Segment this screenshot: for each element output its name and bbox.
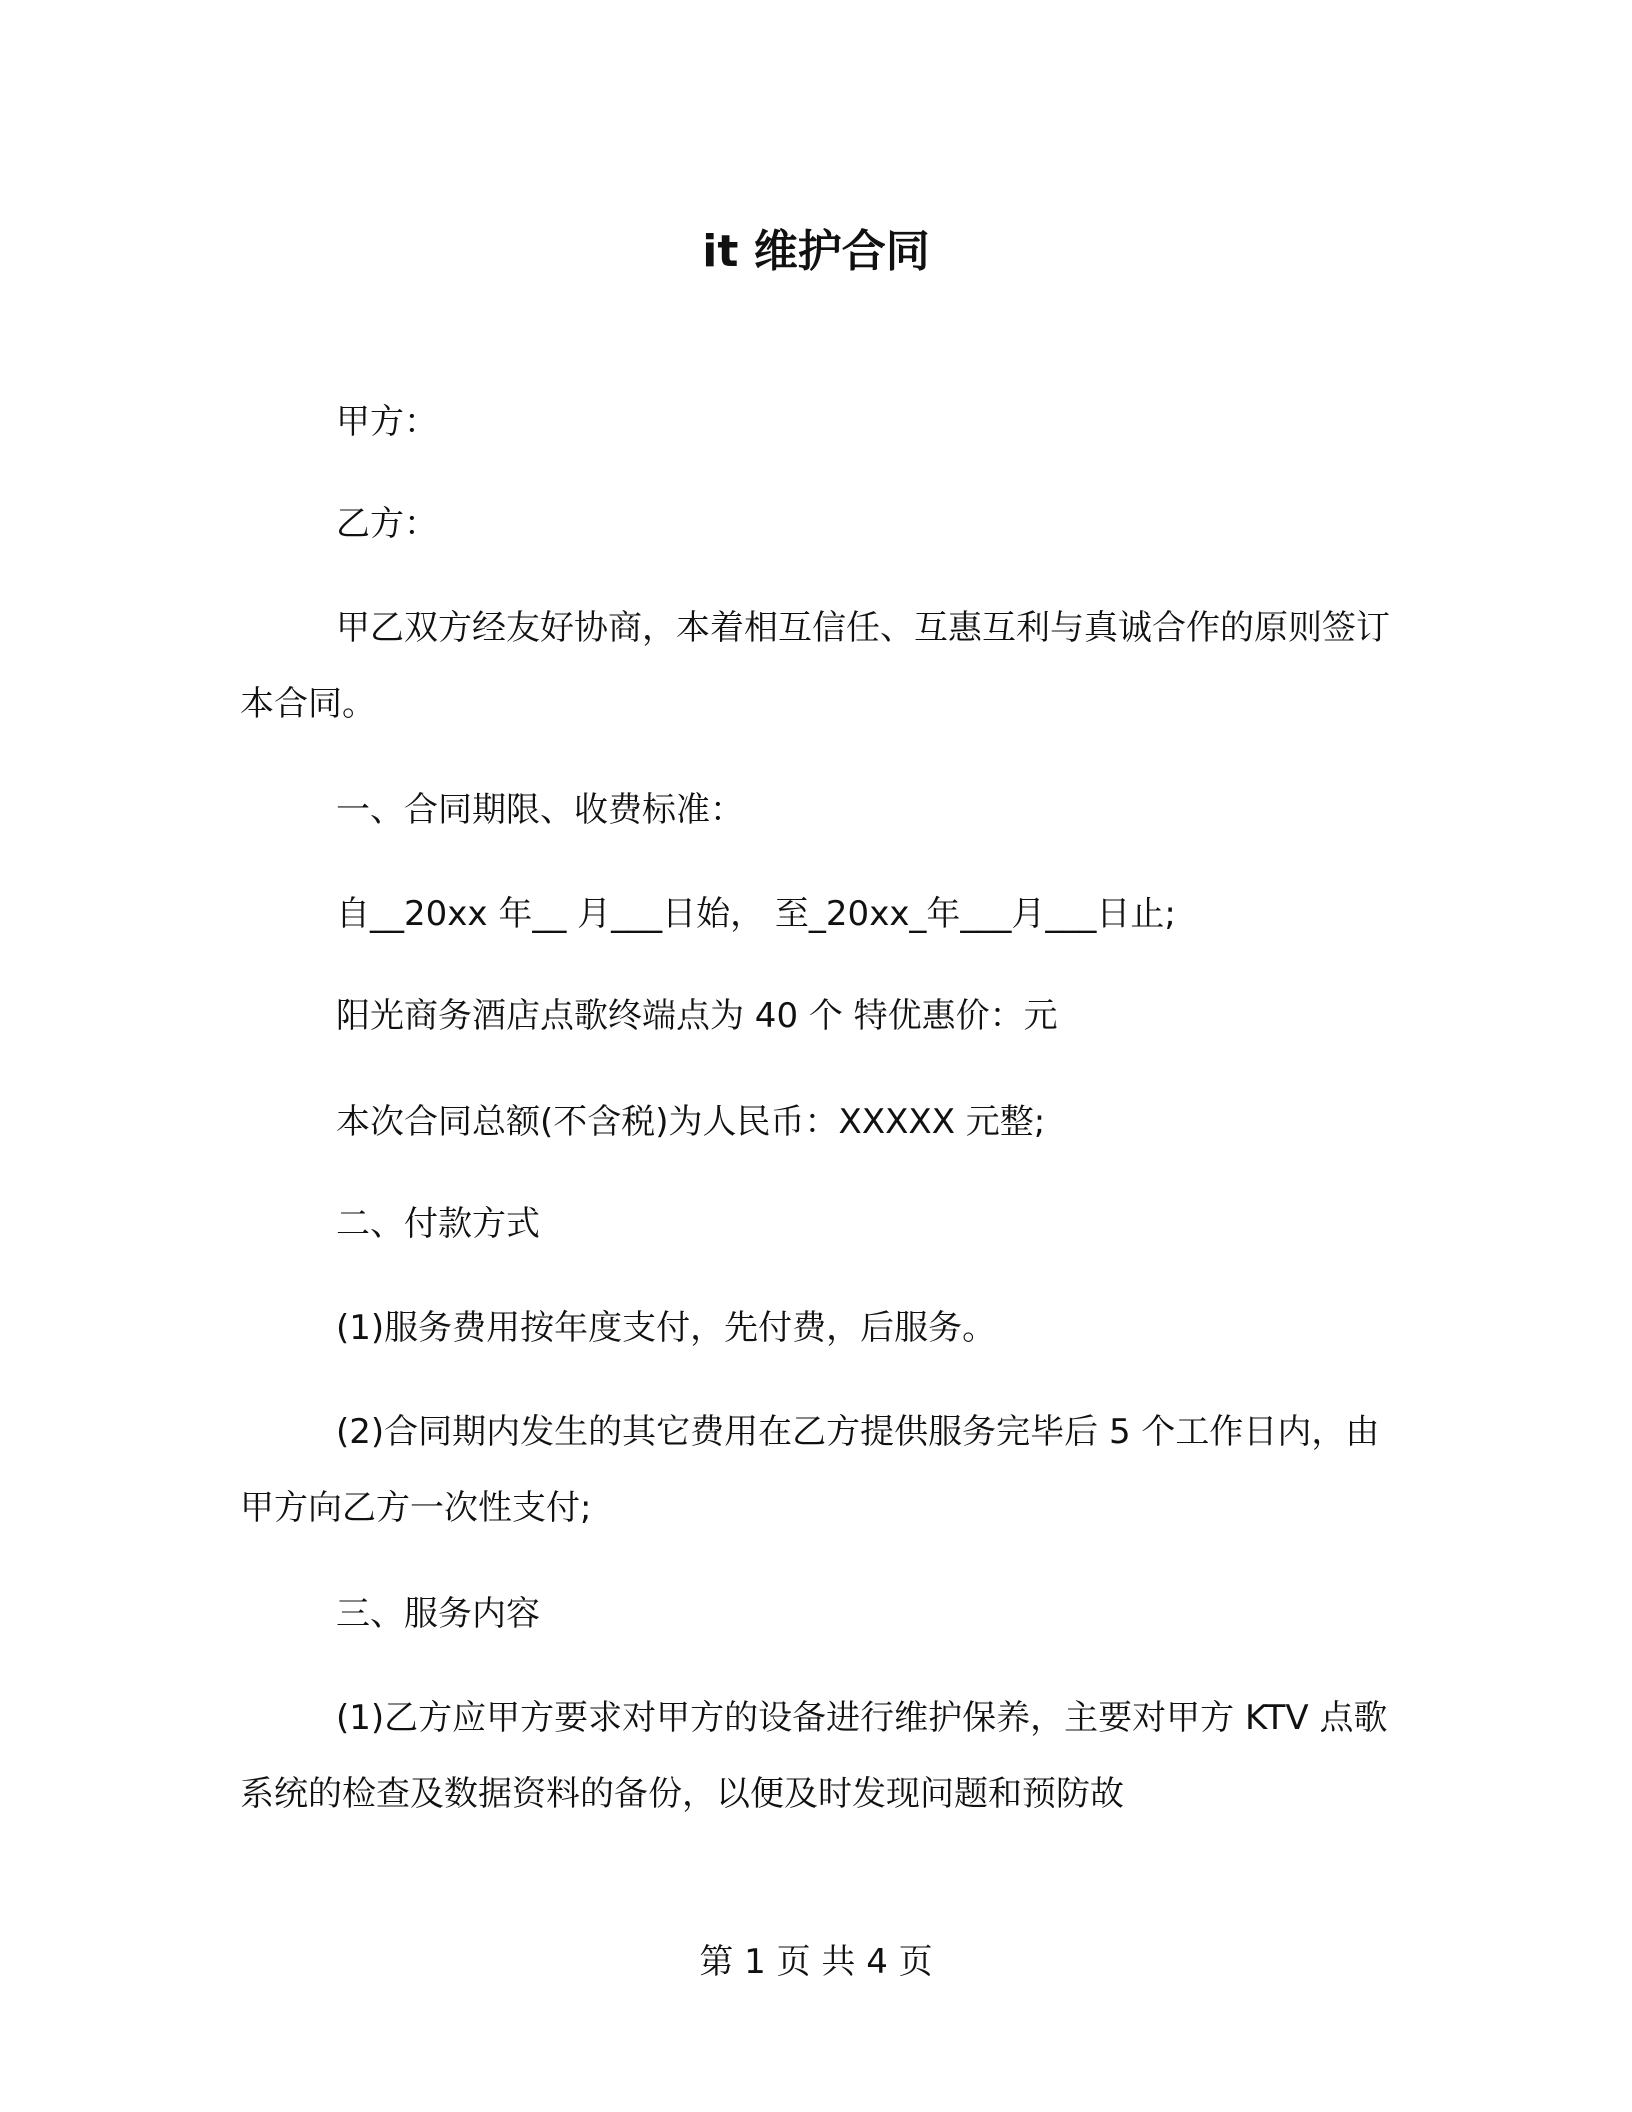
intro-paragraph: 甲乙双方经友好协商，本着相互信任、互惠互利与真诚合作的原则签订本合同。 [240, 608, 1390, 724]
section3-heading: 三、服务内容 [336, 1594, 540, 1634]
contract-term-line: 自__20xx 年__ 月___日始， 至_20xx_年___月___日止; [336, 894, 1176, 934]
party-b-label: 乙方： [336, 504, 438, 544]
service-item-1: (1)乙方应甲方要求对甲方的设备进行维护保养，主要对甲方 KTV 点歌系统的检查及数据资料的备份，以便及时发现问题和预防故 [240, 1698, 1388, 1814]
price-line: 阳光商务酒店点歌终端点为 40 个 特优惠价：元 [336, 996, 1058, 1036]
total-amount-line: 本次合同总额(不含税)为人民币：XXXXX 元整; [336, 1102, 1046, 1142]
page-number-footer: 第 1 页 共 4 页 [699, 1942, 933, 1982]
party-a-label: 甲方： [336, 402, 438, 442]
payment-item-2: (2)合同期内发生的其它费用在乙方提供服务完毕后 5 个工作日内，由甲方向乙方一次性支付; [240, 1412, 1380, 1528]
section1-heading: 一、合同期限、收费标准： [336, 790, 744, 830]
section2-heading: 二、付款方式 [336, 1204, 540, 1244]
payment-item-1: (1)服务费用按年度支付，先付费，后服务。 [336, 1308, 997, 1348]
document-title: it 维护合同 [702, 226, 930, 277]
